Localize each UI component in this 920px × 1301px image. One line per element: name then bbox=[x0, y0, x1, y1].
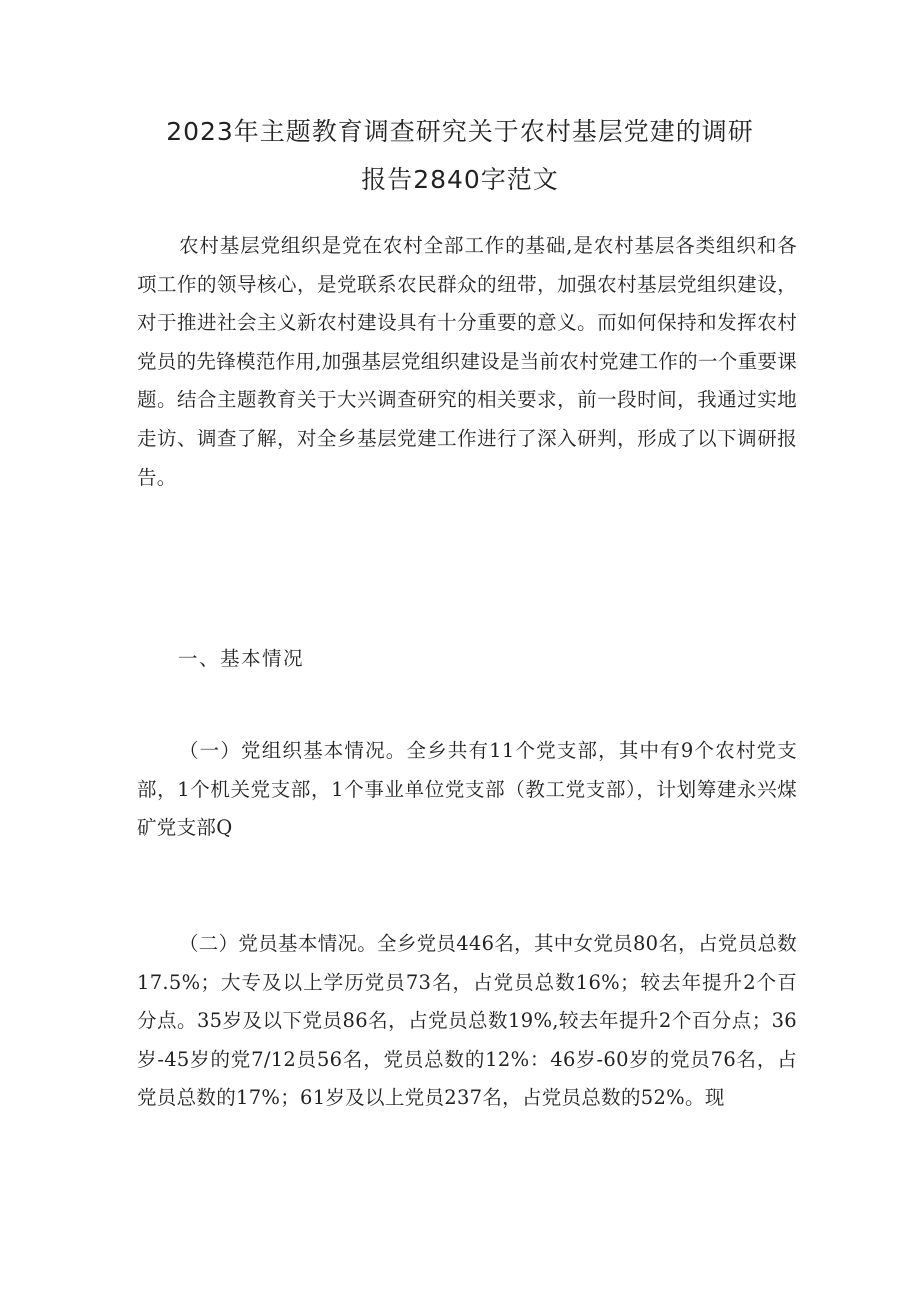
document-title-line1: 2023年主题教育调查研究关于农村基层党建的调研 bbox=[166, 117, 754, 146]
intro-paragraph: 农村基层党组织是党在农村全部工作的基础,是农村基层各类组织和各项工作的领导核心，是党联系农民群众的纽带，加强农村基层党组织建设，对于推进社会主义新农村建设具有十分重要的意义。而如何保持和发挥农村党员的先锋模范作用,加强基层党组织建设是当前农村党建工作的一个重要课题。结合主题教育关于大兴调查研究的相关要求，前一段时间，我通过实地走访、调查了解，对全乡基层党建工作进行了深入研判，形成了以下调研报告。 bbox=[137, 234, 797, 489]
section-heading-basic-situation: 一、基本情况 bbox=[178, 647, 305, 670]
document-title-line2: 报告2840字范文 bbox=[361, 165, 559, 194]
party-members-paragraph: （二）党员基本情况。全乡党员446名，其中女党员80名，占党员总数17.5%；大专及以上学历党员73名，占党员总数16%；较去年提升2个百分点。35岁及以下党员86名，占党员总数19%,较去年提升2个百分点；36岁-45岁的党7/12员56名，党员总数的12%：46岁-60岁的党员76名，占党员总数的17%；61岁及以上党员237名，占党员总数的52%。现 bbox=[137, 932, 797, 1110]
party-organization-paragraph: （一）党组织基本情况。全乡共有11个党支部，其中有9个农村党支部，1个机关党支部，1个事业单位党支部（教工党支部），计划筹建永兴煤矿党支部Q bbox=[137, 739, 797, 840]
